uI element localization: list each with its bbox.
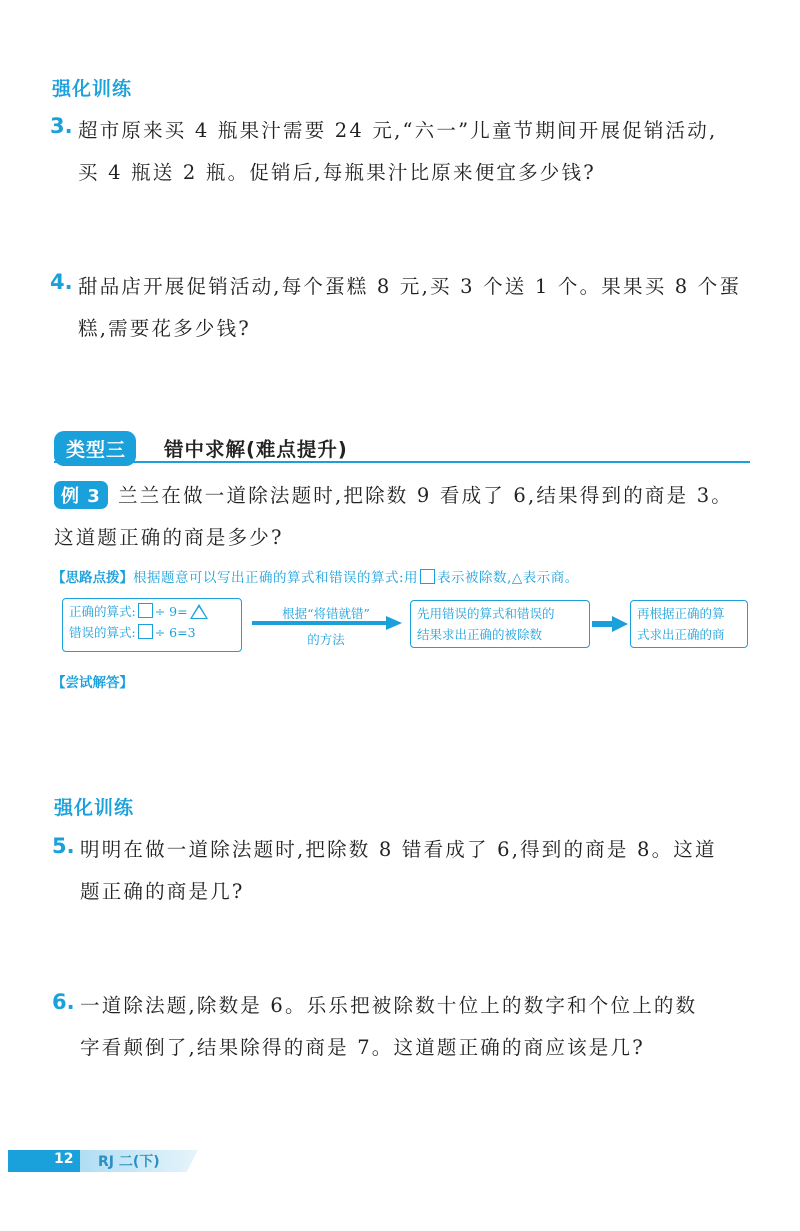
question-4-line-2: 糕,需要花多少钱?	[78, 317, 251, 340]
hint-row	[52, 566, 579, 586]
example-3-badge: 例 3	[54, 481, 108, 509]
flow-correct-label: 正确的算式:	[69, 604, 136, 619]
type-three-badge: 类型三	[54, 431, 136, 466]
question-3-line-1: 超市原来买 4 瓶果汁需要 24 元,“六一”儿童节期间开展促销活动,	[78, 119, 718, 142]
try-answer-label: 【尝试解答】	[52, 675, 133, 691]
question-6-number: 6.	[52, 990, 75, 1014]
flow-box-step-2	[630, 600, 748, 648]
hint-text-3: 表示商。	[522, 570, 579, 586]
flow-step-1-line-1: 先用错误的算式和错误的	[417, 606, 555, 621]
question-3-line-2: 买 4 瓶送 2 瓶。促销后,每瓶果汁比原来便宜多少钱?	[78, 161, 596, 184]
flow-arrow-1-bottom-label: 的方法	[307, 632, 345, 647]
example-3-line-1: 兰兰在做一道除法题时,把除数 9 看成了 6,结果得到的商是 3。	[118, 484, 734, 507]
square-symbol-icon	[138, 603, 153, 618]
hint-label: 【思路点拨】	[52, 570, 133, 586]
flow-box-step-1	[410, 600, 590, 648]
question-6-line-1: 一道除法题,除数是 6。乐乐把被除数十位上的数字和个位上的数	[80, 994, 698, 1017]
question-5-line-2: 题正确的商是几?	[80, 880, 245, 903]
question-5-line-1: 明明在做一道除法题时,把除数 8 错看成了 6,得到的商是 8。这道	[80, 838, 717, 861]
question-3-number: 3.	[50, 114, 73, 138]
flow-arrow-1-top-label: 根据“将错就错”	[282, 606, 370, 621]
page-number: 12	[54, 1151, 74, 1167]
square-symbol-icon	[420, 569, 435, 584]
hint-text-1: 根据题意可以写出正确的算式和错误的算式:用	[133, 570, 419, 586]
question-4-line-1: 甜品店开展促销活动,每个蛋糕 8 元,买 3 个送 1 个。果果买 8 个蛋	[78, 275, 742, 298]
flow-correct-equation	[69, 601, 235, 622]
section-title-practice-2: 强化训练	[54, 797, 135, 819]
flow-wrong-expr: ÷ 6=3	[154, 625, 196, 640]
section-title-practice-1: 强化训练	[52, 78, 133, 100]
flow-box-equations	[62, 598, 242, 652]
type-three-title: 错中求解(难点提升)	[164, 438, 348, 461]
flow-wrong-equation	[69, 622, 235, 643]
flow-step-2-line-1: 再根据正确的算	[637, 606, 725, 621]
triangle-symbol-icon: △	[511, 570, 523, 586]
question-4-number: 4.	[50, 270, 73, 294]
triangle-symbol-icon	[190, 604, 208, 619]
hint-text-2: 表示被除数,	[437, 570, 512, 586]
example-3-line-2: 这道题正确的商是多少?	[54, 526, 284, 549]
flow-correct-expr: ÷ 9=	[154, 604, 188, 619]
flow-arrow-1-icon	[252, 616, 402, 630]
flow-step-2-line-2: 式求出正确的商	[637, 627, 725, 642]
type-three-underline	[54, 461, 750, 463]
flow-arrow-2-icon	[592, 616, 628, 632]
question-5-number: 5.	[52, 834, 75, 858]
square-symbol-icon	[138, 624, 153, 639]
flow-step-1-line-2: 结果求出正确的被除数	[417, 627, 543, 642]
flow-wrong-label: 错误的算式:	[69, 625, 136, 640]
question-6-line-2: 字看颠倒了,结果除得的商是 7。这道题正确的商应该是几?	[80, 1036, 645, 1059]
edition-label: RJ 二(下)	[98, 1154, 160, 1170]
